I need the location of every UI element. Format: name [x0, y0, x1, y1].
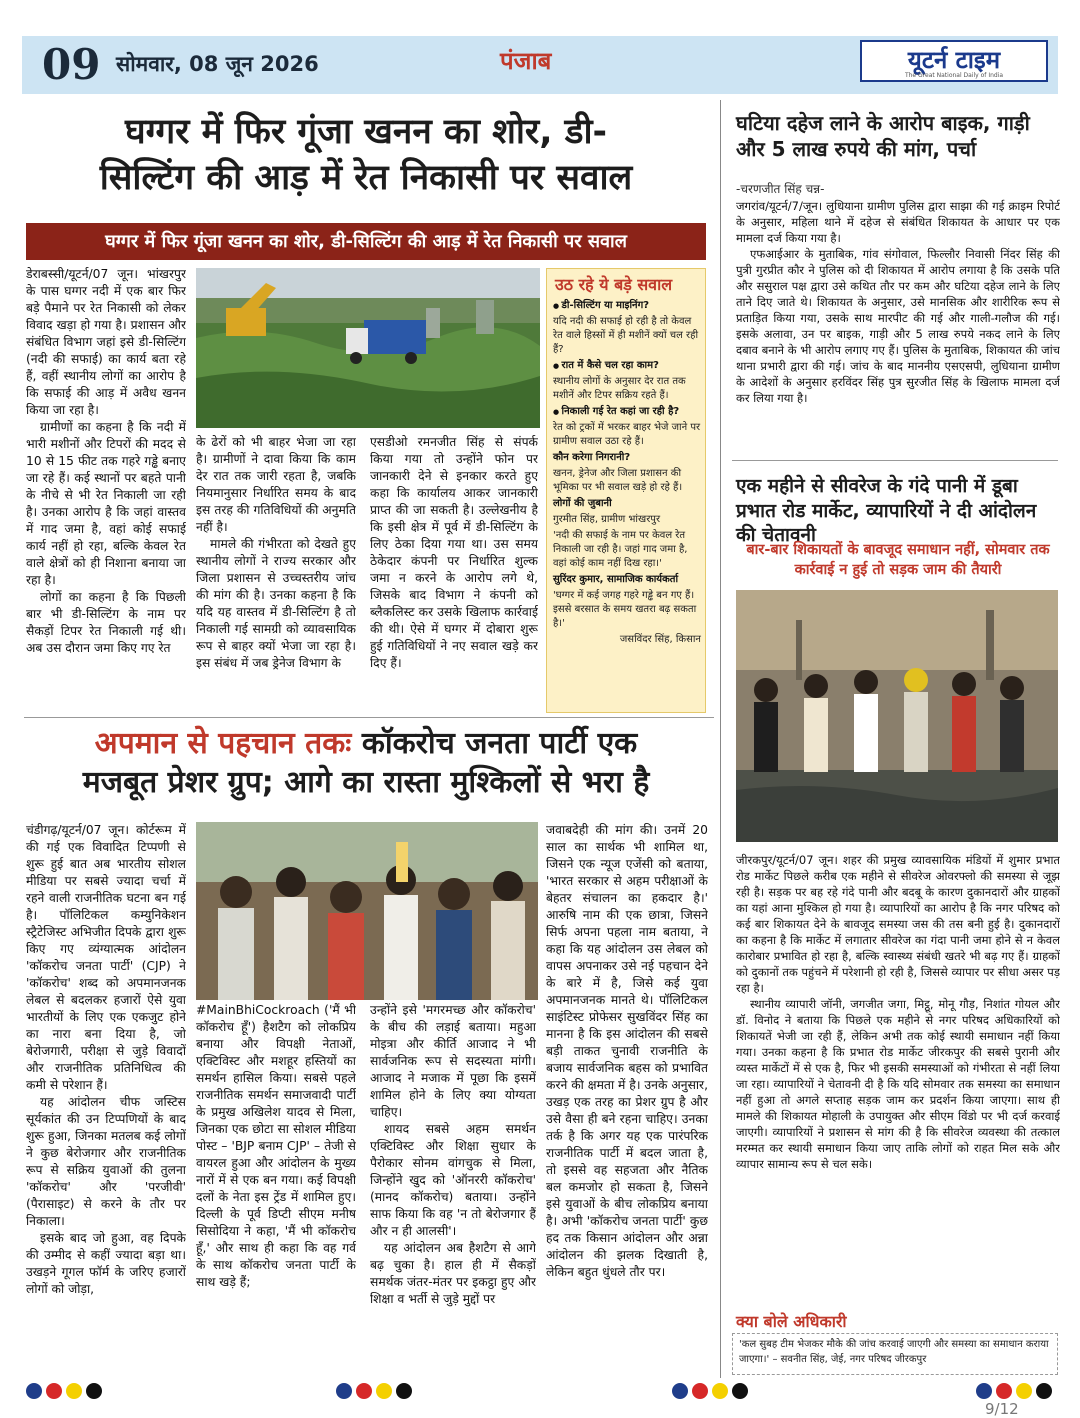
paragraph: एफआईआर के मुताबिक, गांव संगोवाल, फिल्लौर निवासी निंदर सिंह की पुत्री गुरप्रीत कौर ने पुलिस को दी शिकायत में आरोप लगाया है कि उसके पति और ससुराल पक्ष द्वारा उसे कथित तौर पर कम और घटिया दहेज लाने के लिए ताने दिए जाते थे। शिकायत के अनुसार, उसे मानसिक और शारीरिक रूप से प्रताड़ित किया गया, उसके साथ मारपीट की गई और गाली-गलौज की गई। इसके अलावा, उन पर बाइक, गाड़ी और 5 लाख रुपये नकद लाने के लिए दबाव बनाने के भी आरोप लगाए गए हैं। पुलिस के मुताबिक, शिकायत की जांच थाना प्रभारी द्वारा की गई। जांच के बाद माननीय एसएसपी, लुधियाना ग्रामीण के आदेशों के अनुसार हरविंदर सिंह पुत्र सुरजीत सिंह के खिलाफ मामला दर्ज कर लिया गया है।: [736, 247, 1060, 405]
story1-column-1: [26, 266, 186, 708]
paragraph: डेराबस्सी/यूटर्न/07 जून। भांखरपुर के पास घग्गर नदी में एक बार फिर बड़े पैमाने पर रेत निकासी को लेकर विवाद खड़ा हो गया है। प्रशासन और संबंधित विभाग जहां इसे डी-सिल्टिंग (नदी की सफाई) का कार्य बता रहे हैं, वहीं स्थानीय लोगों का आरोप है कि सफाई की आड़ में अवैध खनन किया जा रहा है।: [26, 267, 186, 417]
story2-headline-line2: मजबूत प्रेशर ग्रुप; आगे का रास्ता मुश्किलों से भरा है: [82, 765, 650, 800]
mining-site-photo: [196, 268, 540, 428]
story3-byline: -चरणजीत सिंह चन्न-: [736, 182, 825, 196]
color-dot: [712, 1383, 728, 1399]
story1-column-3: [370, 434, 538, 708]
story2-column-4: [546, 822, 708, 1370]
story1-column-2: [196, 434, 356, 708]
color-dot: [46, 1383, 62, 1399]
story4-headline: एक महीने से सीवरेज के गंदे पानी में डूबा प्रभात रोड मार्केट, व्यापारियों ने दी आंदोलन की चेतावनी: [736, 475, 1037, 547]
voice-name: गुरमीत सिंह, ग्रामीण भांखरपुर: [553, 514, 661, 525]
paragraph: के ढेरों को भी बाहर भेजा जा रहा है। ग्रामीणों ने दावा किया कि काम देर रात तक जारी रहता है, जबकि नियमानुसार निर्धारित समय के बाद इस तरह की गतिविधियों की अनुमति नहीं है।: [196, 435, 356, 534]
color-dot: [996, 1383, 1012, 1399]
color-dot: [732, 1383, 748, 1399]
story2-headline-black: कॉकरोच जनता पार्टी एक: [361, 726, 638, 761]
voice-name: सुरिंदर कुमार, सामाजिक कार्यकर्ता: [553, 574, 679, 585]
question: ● रात में कैसे चल रहा काम?: [553, 359, 701, 373]
question: कौन करेगा निगरानी?: [553, 452, 631, 463]
story2-headline: [26, 724, 706, 802]
color-dot: [356, 1383, 372, 1399]
story1-banner: घग्गर में फिर गूंजा खनन का शोर, डी-सिल्टिंग की आड़ में रेत निकासी पर सवाल: [26, 223, 706, 260]
color-dot: [26, 1383, 42, 1399]
voice-quote: 'नदी की सफाई के नाम पर केवल रेत निकाली जा रही है। जहां गाद जमा है, वहां कोई काम नहीं दिख रहा।': [553, 530, 688, 569]
officials-title: क्या बोले अधिकारी: [736, 1312, 847, 1331]
story3-headline: घटिया दहेज लाने के आरोप बाइक, गाड़ी और 5 लाख रुपये की मांग, पर्चा: [736, 111, 1030, 161]
logo-tagline: The Great National Daily of India: [904, 72, 1004, 79]
color-dot: [376, 1383, 392, 1399]
story1-headline-line2: सिल्टिंग की आड़ में रेत निकासी पर सवाल: [99, 157, 633, 198]
color-dot: [86, 1383, 102, 1399]
answer: खनन, ड्रेनेज और जिला प्रशासन की भूमिका पर भी सवाल खड़े हो रहे हैं।: [553, 468, 683, 493]
section-name: पंजाब: [500, 47, 552, 75]
color-dot: [1016, 1383, 1032, 1399]
paragraph: जवाबदेही की मांग की। उनमें 20 साल का सार्थक भी शामिल था, जिसने एक न्यूज एजेंसी को बताया, 'भारत सरकार से अहम परीक्षाओं के बेहतर संचालन का हकदार है।' आरुषि नाम की एक छात्रा, जिसने सिर्फ अपना पहला नाम बताया, ने कहा कि यह आंदोलन उस लेबल को वापस अपनाकर उसे नई पहचान देने के बारे में है, जिसे कई युवा अपमानजनक मानते थे। पॉलिटिकल साइंटिस्ट प्रोफेसर सुखविंदर सिंह का मानना है कि इस आंदोलन की सबसे बड़ी ताकत चुनावी राजनीति के बजाय सार्वजनिक बहस को प्रभावित करने की क्षमता में है। उनके अनुसार, उखड़ एक तरह का प्रेशर ग्रुप है और उसे वैसा ही बने रहना चाहिए। उनका तर्क है कि अगर यह एक पारंपरिक राजनीतिक पार्टी में बदल जाता है, तो इससे वह सहजता और नैतिक बल कमजोर हो सकता है, जिसने इसे युवाओं के बीच लोकप्रिय बनाया है। अभी 'कॉकरोच जनता पार्टी' कुछ हद तक किसान आंदोलन और अन्ना आंदोलन की झलक दिखाती है, लेकिन बहुत धुंधले तौर पर।: [546, 823, 708, 1279]
paragraph: स्थानीय व्यापारी जॉनी, जगजीत जगा, मिट्ठू, मोनू गौड़, निशांत गोयल और डॉ. विनोद ने बताया कि पिछले एक महीने से नगर परिषद अधिकारियों को शिकायतें भेजी जा रही हैं, लेकिन अभी तक कोई स्थायी समाधान नहीं किया गया। उनका कहना है कि प्रभात रोड मार्केट जीरकपुर की सबसे पुरानी और व्यस्त मार्केटों में से एक है, फिर भी इसकी समस्याओं को गंभीरता से नहीं लिया जा रहा। व्यापारियों ने चेतावनी दी है कि यदि सोमवार तक समस्या का समाधान नहीं हुआ तो अगले सप्ताह सड़क जाम कर प्रदर्शन किया जाएगा। साथ ही मामले की शिकायत मोहाली के उपायुक्त और सीएम विंडो पर भी दर्ज करवाई जाएगी। व्यापारियों ने प्रशासन से मांग की है कि सीवरेज व्यवस्था की तत्काल मरम्मत कर स्थायी समाधान किया जाए ताकि लोगों को राहत मिल सके और व्यापार सामान्य रूप से चल सके।: [736, 997, 1060, 1171]
paragraph: इसके बाद जो हुआ, वह दिपके की उम्मीद से कहीं ज्यादा बड़ा था। उखड़ने गूगल फॉर्म के जरिए हजारों लोगों को जोड़ा,: [26, 1231, 186, 1296]
voice-quote: 'घग्गर में कई जगह गहरे गड्ढे बन गए हैं। इससे बरसात के समय खतरा बढ़ सकता है।': [553, 590, 697, 629]
story1-headline-line1: घग्गर में फिर गूंजा खनन का शोर, डी-: [124, 112, 608, 152]
story2-column-1: [26, 822, 186, 1370]
color-dot: [66, 1383, 82, 1399]
story2-headline-line1: [26, 724, 706, 763]
paragraph: चंडीगढ़/यूटर्न/07 जून। कोर्टरूम में की गई एक विवादित टिप्पणी से शुरू हुई बात अब भारतीय सोशल मीडिया पर सबसे ज्यादा चर्चा में रहने वाली राजनीतिक घटना बन गई है। पॉलिटिकल कम्युनिकेशन स्ट्रैटेजिस्ट अभिजीत दिपके द्वारा शुरू किए गए व्यंग्यात्मक आंदोलन 'कॉकरोच जनता पार्टी' (CJP) ने 'कॉकरोच' शब्द को अपमानजनक लेबल से बदलकर हजारों ऐसे युवा भारतीयों के लिए एक एकजुट होने का नारा बना दिया है, जो बेरोजगारी, परीक्षा से जुड़े विवादों और राजनीतिक प्रतिनिधित्व की कमी से परेशान हैं।: [26, 823, 186, 1092]
paragraph: यह आंदोलन अब हैशटैग से आगे बढ़ चुका है। हाल ही में सैकड़ों समर्थक जंतर-मंतर पर इकट्ठा हुए और शिक्षा व भर्ती से जुड़े मुद्दों पर: [370, 1241, 536, 1306]
section-divider: [24, 717, 714, 718]
paragraph: एसडीओ रमनजीत सिंह से संपर्क किया गया तो उन्होंने फोन पर जानकारी देने से इनकार करते हुए कहा कि कार्यालय आकर जानकारी प्राप्त की जा सकती है। उल्लेखनीय है कि इसी क्षेत्र में पूर्व में डी-सिल्टिंग के लिए ठेका दिया गया था। उस समय ठेकेदार कंपनी पर निर्धारित शुल्क जमा न करने के आरोप लगे थे, जिसके बाद विभाग ने कंपनी को ब्लैकलिस्ट कर उसके खिलाफ कार्रवाई की थी। ऐसे में घग्गर में दोबारा शुरू हुई गतिविधियों ने नए सवाल खड़े कर दिए हैं।: [370, 435, 538, 670]
page-number: 09: [42, 40, 101, 89]
officials-quote: 'कल सुबह टीम भेजकर मौके की जांच करवाई जाएगी और समस्या का समाधान कराया जाएगा।' – सवनीत सिंह, जेई, नगर परिषद जीरकपुर: [732, 1333, 1058, 1375]
questions-box-title: उठ रहे ये बड़े सवाल: [555, 275, 673, 294]
questions-sidebar-box: [546, 268, 706, 713]
answer: स्थानीय लोगों के अनुसार देर रात तक मशीनें और टिपर सक्रिय रहते हैं।: [553, 376, 686, 401]
story2-headline-red: अपमान से पहचान तकः: [94, 726, 352, 761]
answer: रेत को ट्रकों में भरकर बाहर भेजे जाने पर ग्रामीण सवाल उठा रहे हैं।: [553, 422, 701, 447]
story4-body: [736, 852, 1060, 1304]
story1-headline: [26, 110, 706, 201]
story4-subheadline: बार-बार शिकायतों के बावजूद समाधान नहीं, सोमवार तक कार्रवाई न हुई तो सड़क जाम की तैयारी: [746, 542, 1050, 578]
column-divider: [720, 100, 721, 1378]
story2-column-2: [196, 1002, 356, 1370]
voice-name: जसविंदर सिंह, किसान: [619, 634, 701, 645]
paragraph: जगरांव/यूटर्न/7/जून। लुधियाना ग्रामीण पुलिस द्वारा साझा की गई क्राइम रिपोर्ट के अनुसार, महिला थाने में दहेज से संबंधित शिकायत के आधार पर एक मामला दर्ज किया गया है।: [736, 199, 1060, 245]
story3-body: [736, 198, 1060, 453]
story2-column-3: [370, 1002, 536, 1370]
paragraph: यह आंदोलन चीफ जस्टिस सूर्यकांत की उन टिप्पणियों के बाद शुरू हुआ, जिनका मतलब कई लोगों ने कुछ बेरोजगार और राजनीतिक रूप से सक्रिय युवाओं की तुलना 'कॉकरोच' और 'परजीवी' (पैरासाइट) से करने के तौर पर निकाला।: [26, 1095, 186, 1228]
paragraph: लोगों का कहना है कि पिछली बार भी डी-सिल्टिंग के नाम पर सैकड़ों टिपर रेत निकाली गई थी। अब उस दौरान जमा किए गए रेत: [26, 590, 186, 655]
color-dot: [336, 1383, 352, 1399]
color-dot: [672, 1383, 688, 1399]
voices-title: लोगों की जुबानी: [553, 498, 612, 509]
paragraph: जीरकपुर/यूटर्न/07 जून। शहर की प्रमुख व्यावसायिक मंडियों में शुमार प्रभात रोड मार्केट पिछले करीब एक महीने से सीवरेज ओवरफ्लो की समस्या से जूझ रही है। सड़क पर बह रहे गंदे पानी और बदबू के कारण दुकानदारों और ग्राहकों का यहां आना मुश्किल हो गया है। व्यापारियों का आरोप है कि नगर परिषद को कई बार शिकायत देने के बावजूद समस्या जस की तस बनी हुई है। दुकानदारों का कहना है कि मार्केट में लगातार सीवरेज का गंदा पानी जमा होने से न केवल कारोबार प्रभावित हो रहा है, बल्कि स्वास्थ्य संबंधी खतरे भी बढ़ गए हैं। ग्राहकों को दुकानों तक पहुंचने में परेशानी हो रही है, जिससे व्यापार पर सीधा असर पड़ रहा है।: [736, 853, 1060, 995]
color-dot: [1036, 1383, 1052, 1399]
question: ● निकाली गई रेत कहां जा रही है?: [553, 405, 701, 419]
newspaper-logo: [860, 40, 1048, 82]
color-dot: [396, 1383, 412, 1399]
paragraph: ग्रामीणों का कहना है कि नदी में भारी मशीनों और टिपरों की मदद से 10 से 15 फीट तक गहरे गड्ढे बनाए जा रहे हैं। कई स्थानों पर बहते पानी के नीचे से भी रेत निकाली जा रही है। उनका आरोप है कि जहां वास्तव में गाद जमा है, वहां कोई सफाई कार्य नहीं हो रहा, बल्कि केवल रेत वाले क्षेत्रों को ही निशाना बनाया जा रहा है।: [26, 420, 186, 587]
protest-rally-photo: [196, 822, 538, 1000]
paragraph: मामले की गंभीरता को देखते हुए स्थानीय लोगों ने राज्य सरकार और जिला प्रशासन से उच्चस्तरीय जांच की मांग की है। उनका कहना है कि यदि यह वास्तव में डी-सिल्टिंग है तो निकाली गई सामग्री को व्यावसायिक रूप से बाहर क्यों भेजा जा रहा है। इस संबंध में जब ड्रेनेज विभाग के: [196, 537, 356, 670]
paragraph: #MainBhiCockroach ('मैं भी कॉकरोच हूँ') हैशटैग को लोकप्रिय बनाया और विपक्षी नेताओं, एक्टिविस्ट और मशहूर हस्तियों का समर्थन हासिल किया। सबसे पहले राजनीतिक समर्थन समाजवादी पार्टी के प्रमुख अखिलेश यादव से मिला, जिनका एक छोटा सा सोशल मीडिया पोस्ट – 'BJP बनाम CJP' – तेजी से वायरल हुआ और आंदोलन के मुख्य नारों में से एक बन गया। कई विपक्षी दलों के नेता इस ट्रेंड में शामिल हुए। दिल्ली के पूर्व डिप्टी सीएम मनीष सिसोदिया ने कहा, 'मैं भी कॉकरोच हूँ,' और साथ ही कहा कि वह गर्व के साथ कॉकरोच जनता पार्टी के साथ खड़े हैं;: [196, 1003, 356, 1289]
section-divider: [732, 460, 1058, 461]
page-count: 9/12: [985, 1400, 1019, 1418]
color-dot: [976, 1383, 992, 1399]
waterlogged-market-photo: [736, 590, 1058, 842]
question: ● डी-सिल्टिंग या माइनिंग?: [553, 299, 701, 313]
logo-text: यूटर्न टाइम: [907, 46, 1001, 74]
questions-box-body: [553, 299, 701, 649]
paragraph: शायद सबसे अहम समर्थन एक्टिविस्ट और शिक्षा सुधार के पैरोकार सोनम वांगचुक से मिला, जिन्होंने खुद को 'ऑनररी कॉकरोच' (मानद कॉकरोच) बताया। उन्होंने साफ किया कि वह 'न तो बेरोजगार हैं और न ही आलसी'।: [370, 1122, 536, 1238]
answer: यदि नदी की सफाई हो रही है तो केवल रेत वाले हिस्सों में ही मशीनें क्यों चल रही हैं?: [553, 316, 699, 355]
paragraph: उन्होंने इसे 'मगरमच्छ और कॉकरोच' के बीच की लड़ाई बताया। महुआ मोइत्रा और कीर्ति आजाद ने भी सार्वजनिक रूप से सदस्यता मांगी। आजाद ने मजाक में पूछा कि इसमें शामिल होने के लिए क्या योग्यता चाहिए।: [370, 1003, 536, 1119]
issue-date: सोमवार, 08 जून 2026: [116, 52, 319, 76]
color-dot: [692, 1383, 708, 1399]
